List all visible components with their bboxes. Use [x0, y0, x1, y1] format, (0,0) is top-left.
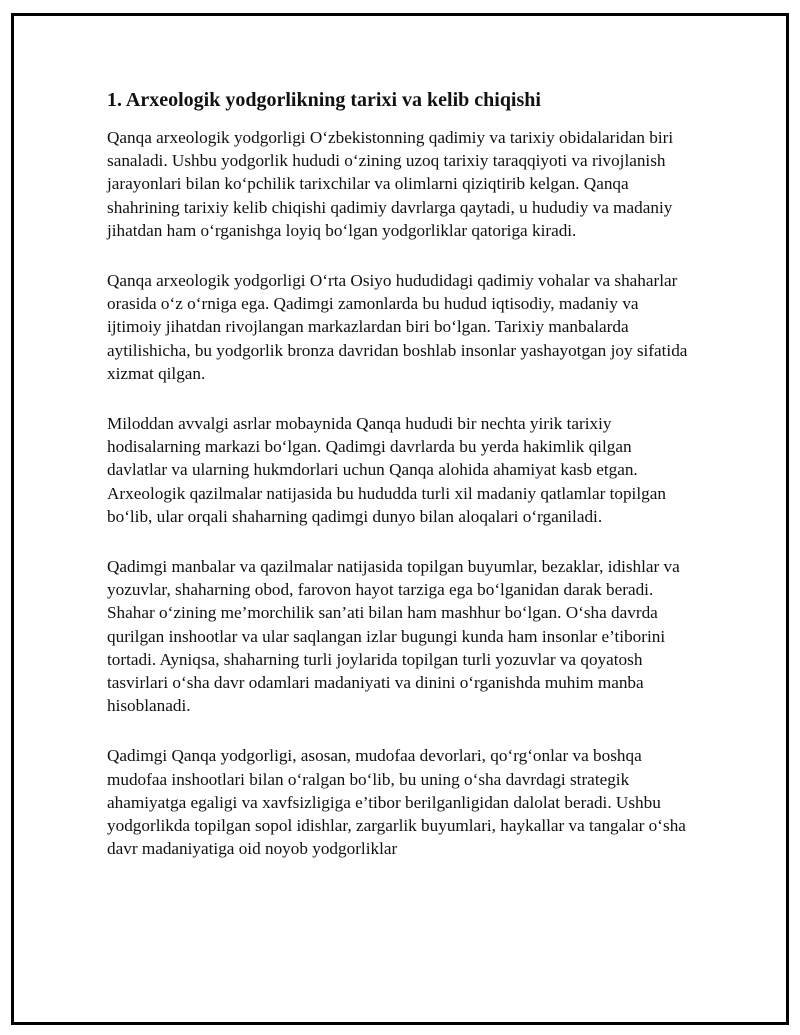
- section-heading: 1. Arxeologik yodgorlikning tarixi va kelib chiqishi: [107, 89, 541, 111]
- paragraph-5: Qadimgi Qanqa yodgorligi, asosan, mudofaa devorlari, qo‘rg‘onlar va boshqa mudofaa inshootlari bilan o‘ralgan bo‘lib, bu uning o‘sha davrdagi strategik ahamiyatga egaligi va xavfsizligiga e’tibor berilganligidan dalolat beradi. Ushbu yodgorlikda topilgan sopol idishlar, zargarlik buyumlari, haykallar va tangalar o‘sha davr madaniyatiga oid noyob yodgorliklar: [107, 746, 686, 859]
- paragraph-1: Qanqa arxeologik yodgorligi O‘zbekistonning qadimiy va tarixiy obidalaridan biri sanaladi. Ushbu yodgorlik hududi o‘zining uzoq tarixiy taraqqiyoti va rivojlanish jarayonlari bilan ko‘pchilik tarixchilar va olimlarni qiziqtirib kelgan. Qanqa shahrining tarixiy kelib chiqishi qadimiy davrlarga qaytadi, u hududiy va madaniy jihatdan ham o‘rganishga loyiq bo‘lgan yodgorliklar qatoriga kiradi.: [107, 128, 674, 240]
- paragraph-3: Miloddan avvalgi asrlar mobaynida Qanqa hududi bir nechta yirik tarixiy hodisalarning markazi bo‘lgan. Qadimgi davrlarda bu yerda hakimlik qilgan davlatlar va ularning hukmdorlari uchun Qanqa alohida ahamiyat kasb etgan. Arxeologik qazilmalar natijasida bu hududda turli xil madaniy qatlamlar topilgan bo‘lib, ular orqali shaharning qadimgi dunyo bilan aloqalari o‘rganiladi.: [107, 414, 666, 526]
- paragraph-4: Qadimgi manbalar va qazilmalar natijasida topilgan buyumlar, bezaklar, idishlar va yozuvlar, shaharning obod, farovon hayot tarziga ega bo‘lganidan darak beradi. Shahar o‘zining me’morchilik san’ati bilan ham mashhur bo‘lgan. O‘sha davrda qurilgan inshootlar va ular saqlangan izlar bugungi kunda ham insonlar e’tiborini tortadi. Ayniqsa, shaharning turli joylarida topilgan turli yozuvlar va qoyatosh tasvirlari o‘sha davr odamlari madaniyati va dinini o‘rganishda muhim manba hisoblanadi.: [107, 557, 680, 716]
- document-body: [107, 88, 692, 887]
- paragraph-2: Qanqa arxeologik yodgorligi O‘rta Osiyo hududidagi qadimiy vohalar va shaharlar orasida o‘z o‘rniga ega. Qadimgi zamonlarda bu hudud iqtisodiy, madaniy va ijtimoiy jihatdan rivojlangan markazlardan biri bo‘lgan. Tarixiy manbalarda aytilishicha, bu yodgorlik bronza davridan boshlab insonlar yashayotgan joy sifatida xizmat qilgan.: [107, 271, 688, 383]
